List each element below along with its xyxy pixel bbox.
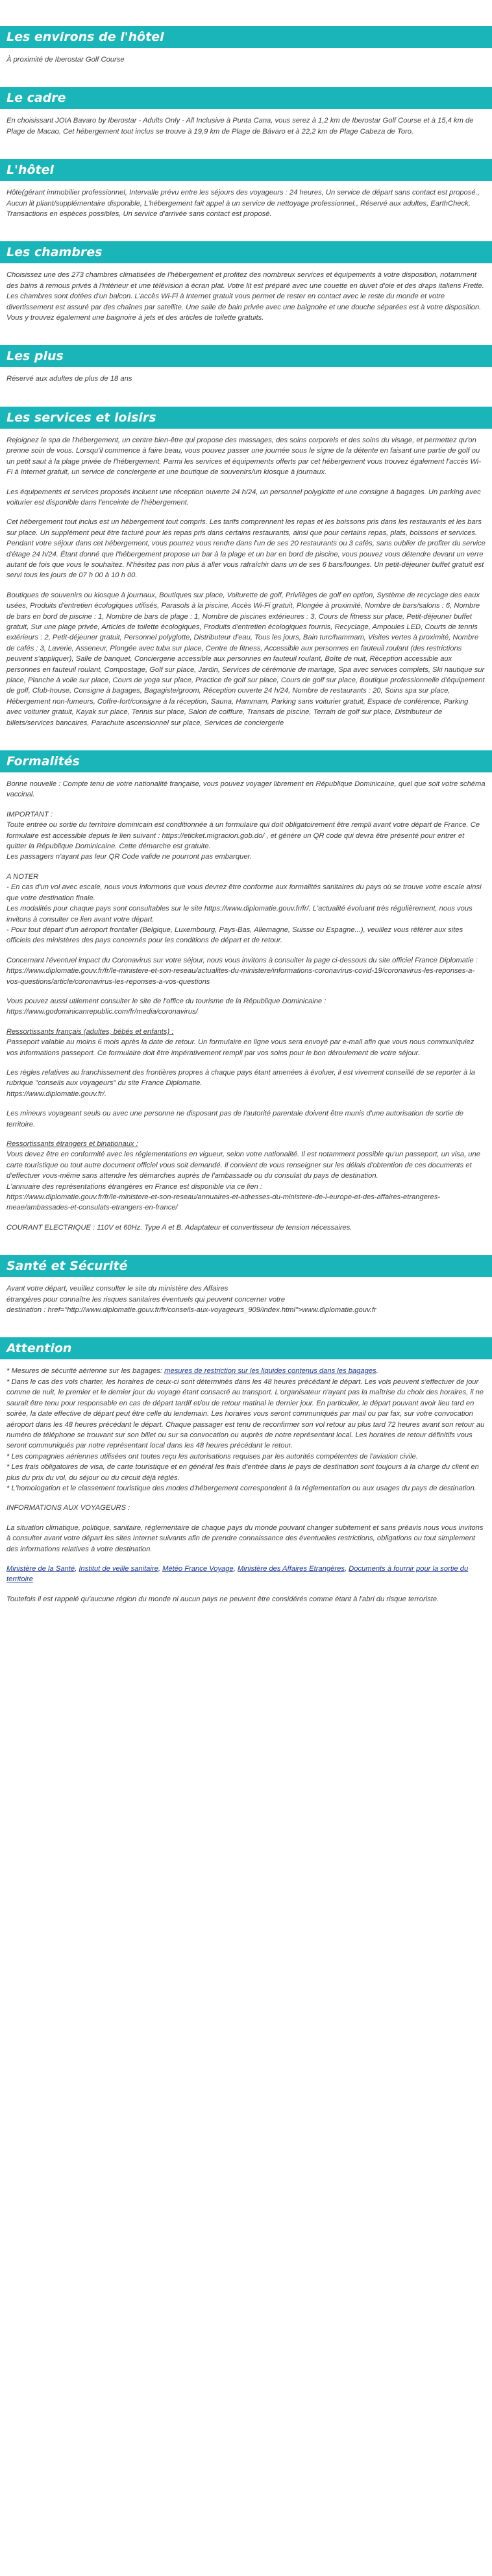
services-paragraph: Rejoignez le spa de l'hébergement, un centre bien-être qui propose des massages, des soins corporels et des soins du visage, et permettez qu'on prenne soin de vous. Lorsqu'il commence à faire beau, vous pouvez passer une journée sous le signe de la détente en faisant une partie de golf ou un petit saut à la plage privée de l'hébergement. Parmi les services et équipements offerts par cet hébergement vous trouvez également l'accès Wi-Fi à Internet gratuit, un service de conciergerie et une boutique de souvenirs/un kiosque à journaux. — [6, 436, 482, 477]
formalites-electric: COURANT ELECTRIQUE : 110V et 60Hz. Type A et B. Adaptateur et convertisseur de tension nécessaires. — [6, 1223, 352, 1232]
section-title-cadre: Le cadre — [0, 87, 492, 109]
chambres-text: Choisissez une des 273 chambres climatisées de l'hébergement et profitez des nombreux services et équipements à votre disposition, notamment des bains à remous privés à l'intérieur et une télévision à écran plat. Votre lit est préparé avec une couette en duvet d'oie et des draps italiens Frette. Les chambres sont dotées d'un balcon. L'accès Wi-Fi à Internet gratuit vous permet de rester en contact avec le reste du monde et votre divertissement est assuré par des chaînes par satellite. Une salle de bain privée avec une baignoire et une douche séparées est à votre disposition. Vous y trouvez également une baignoire à jets et des articles de toilette gratuits. — [6, 271, 484, 322]
liquids-restriction-link[interactable]: mesures de restriction sur les liquides contenus dans les bagages — [164, 1367, 376, 1376]
attention-notes: * Mesures de sécurité aérienne sur les bagages: mesures de restriction sur les liquides contenus dans les bagages. * Dans le cas des vols charter, les horaires de ceux-ci sont déterminés dans les 48 heures précédant le départ. Les vols peuvent s'effectuer de jour comme de nuit, le premier et le dernier jour du voyage étant consacré au transport. L'organisateur n'ayant pas la maîtrise du choix des horaires, il ne saurait être tenu pour responsable en cas de départ tardif et/ou de retour matinal le dernier jour. En particulier, le départ pouvant avoir lieu tard en soirée, la date effective de départ peut être celle du lendemain. Les horaires vous seront communiqués par mail ou par fax, sur votre convocation aéroport dans les 48 heures précédant le départ. Chaque passager est tenu de reconfirmer son vol retour au plus tard 72 heures avant son retour au numéro de téléphone se trouvant sur son billet ou sur sa convocation ou auprès de notre représentant local. Les horaires de retour définitifs vous seront communiqués par notre représentant local dans les 48 heures précédant le retour. * Les compagnies aériennes utilisées ont toutes reçu les autorisations requises par les autorités compétentes de l'aviation civile. * Les frais obligatoires de visa, de carte touristique et en général les frais d'entrée dans le pays de destination sont toujours à la charge du client en plus du prix du vol, du séjour ou du circuit déjà réglés. * L'homologation et le classement touristique des modes d'hébergement correspondent à la réglementation ou aux usages du pays de destination. — [6, 1367, 485, 1492]
attention-terrorism: Toutefois il est rappelé qu'aucune région du monde ni aucun pays ne peuvent être considérés comme étant à l'abri du risque terroriste. — [6, 1595, 439, 1603]
section-title-formalites: Formalités — [0, 750, 492, 772]
services-paragraph: Cet hébergement tout inclus est un hébergement tout compris. Les tarifs comprennent les repas et les boissons pris dans les restaurants et les bars sur place. Un supplément peut être facturé pour les repas pris dans certains restaurants, ainsi que pour certains repas, plats, boissons et services. Pendant votre séjour dans cet hébergement, vous pourrez vous rendre dans l'un de ses 20 restaurants ou 3 cafés, sans oublier de profiter du service d'étage 24 h/24. Étant donné que l'hébergement propose un bar à la plage et un bar en bord de piscine, vous pouvez vous détendre devant un verre autant de fois que vous le souhaitez. N'hésitez pas non plus à aller vous rafraîchir dans un de ses 6 bars/lounges. Un petit-déjeuner buffet gratuit est servi tous les jours de 07 h 00 à 10 h 00. — [6, 518, 486, 580]
section-formalites — [0, 750, 492, 1233]
sante-text: Avant votre départ, veuillez consulter le site du ministère des Affaires étrangères pour connaître les risques sanitaires éventuels qui peuvent concerner votre destination : href="http://www.diplomatie.gouv.fr/fr/conseils-aux-voyageurs_909/index.html">www.diplomatie.gouv.fr — [6, 1285, 376, 1315]
section-hotel — [0, 159, 492, 219]
section-title-plus: Les plus — [0, 345, 492, 367]
cadre-text: En choisissant JOIA Bavaro by Iberostar - Adults Only - All Inclusive à Punta Cana, vous serez à 1,2 km de Iberostar Golf Course et à 15,4 km de Plage de Macao. Cet hébergement tout inclus se trouve à 19,9 km de Plage de Bávaro et à 22,2 km de Plage Cabeza de Toro. — [6, 117, 474, 136]
plus-text: Réservé aux adultes de plus de 18 ans — [6, 375, 132, 383]
formalites-french-text: Passeport valable au moins 6 mois après la date de retour. Un formulaire en ligne vous sera envoyé par e-mail afin que vous nous communiquiez vos informations passeport. Ce formulaire doit être impérativement rempli par vos soins pour le bon déroulement de votre séjour. — [6, 1038, 474, 1057]
link-documents-sortie[interactable]: Documents à fournir pour la sortie du territoire — [6, 1564, 469, 1584]
formalites-foreign-heading: Ressortissants étrangers et binationaux : — [6, 1140, 138, 1148]
section-environs — [0, 26, 492, 65]
link-veille-sanitaire[interactable]: Institut de veille sanitaire — [79, 1564, 158, 1573]
section-title-services: Les services et loisirs — [0, 407, 492, 429]
link-ministere-sante[interactable]: Ministère de la Santé — [6, 1564, 75, 1573]
link-affaires-etrangeres[interactable]: Ministère des Affaires Etrangères — [237, 1564, 345, 1573]
section-title-attention: Attention — [0, 1337, 492, 1359]
services-paragraph: Les équipements et services proposés incluent une réception ouverte 24 h/24, un personnel polyglotte et une consigne à bagages. Un parking avec voiturier est disponible dans l'enceinte de l'hébergement. — [6, 488, 481, 507]
hotel-text: Hôte(gérant immobilier professionnel, Intervalle prévu entre les séjours des voyageurs : 24 heures, Un service de départ sans contact est proposé., Aucun lit pliant/supplémentaire disponible, L'hébergement fait appel à un service de nettoyage professionnel., Réservé aux adultes, EarthCheck, Transactions en espèces possibles, Un service d'arrivée sans contact est proposé. — [6, 189, 480, 219]
section-title-hotel: L'hôtel — [0, 159, 492, 181]
environs-text: À proximité de Iberostar Golf Course — [6, 56, 125, 64]
attention-info-heading: INFORMATIONS AUX VOYAGEURS : — [6, 1504, 130, 1512]
formalites-important: IMPORTANT : Toute entrée ou sortie du territoire dominicain est conditionnée à un formulaire qui doit obligatoirement être rempli avant votre départ de France. Ce formulaire est accessible depuis le lien suivant : https://eticket.migracion.gob.do/ , et génère un QR code qui devra être présenté pour entrer et quitter la République Dominicaine. Cette démarche est gratuite. Les passagers n'ayant pas leur QR Code valide ne pourront pas embarquer. — [6, 810, 480, 861]
formalites-minors: Les mineurs voyageant seuls ou avec une personne ne disposant pas de l'autorité parentale doivent être munis d'une autorisation de sortie de territoire. — [6, 1110, 463, 1128]
section-title-environs: Les environs de l'hôtel — [0, 26, 492, 48]
services-amenities-list: Boutiques de souvenirs ou kiosque à journaux, Boutiques sur place, Voiturette de golf, Privilèges de golf en option, Système de recyclage des eaux usées, Produits d'entretien écologiques utilisés, Parasols à la piscine, Accès Wi-Fi gratuit, Plongée à proximité, Nombre de bars/salons : 6, Nombre de bars en bord de piscine : 1, Nombre de bars de plage : 1, Nombre de piscines extérieures : 3, Cours de fitness sur place, Petit-déjeuner buffet gratuit, Sur une plage privée, Articles de toilette écologiques, Produits d'entretien écologiques fournis, Recyclage, Ampoules LED, Courts de tennis extérieurs : 2, Petit-déjeuner gratuit, Personnel polyglotte, Distributeur d'eau, Tous les jours, Bain turc/hammam, Visites vertes à proximité, Nombre de cafés : 3, Laverie, Asseneur, Plongée avec tuba sur place, Centre de fitness, Accessible aux personnes en fauteuil roulant (des restrictions peuvent s'appliquer), Salle de banquet, Conciergerie accessible aux personnes en fauteuil roulant, Boîte de nuit, Réception accessible aux personnes en fauteuil roulant, Compostage, Golf sur place, Jardin, Services de cérémonie de mariage, Spa avec services complets, Ski nautique sur place, Planche à voile sur place, Cours de yoga sur place, Practice de golf sur place, Cours de golf sur place, Boutique professionnelle d'équipement de golf, Club-house, Consigne à bagages, Bagagiste/groom, Réception ouverte 24 h/24, Nombre de restaurants : 20, Soins spa sur place, Hébergement non-fumeurs, Coffre-fort/consigne à la réception, Sauna, Hammam, Parking sans voiturier gratuit, Espace de conférence, Parking avec voiturier gratuit, Kayak sur place, Tennis sur place, Salon de coiffure, Transats de piscine, Terrain de golf sur place, Distributeur de billets/services bancaires, Parachute ascensionnel sur place, Services de conciergerie — [6, 591, 485, 727]
formalites-paragraph: Bonne nouvelle : Compte tenu de votre nationalité française, vous pouvez voyager librement en République Dominicaine, quel que soit votre schéma vaccinal. — [6, 780, 486, 799]
attention-info-text: La situation climatique, politique, sanitaire, réglementaire de chaque pays du monde pouvant changer subitement et sans préavis nous vous invitons à consulter avant votre départ les sites Internet suivants afin de prendre connaissance des éventuelles restrictions, obligations ou tout simplement des informations relatives à votre destination. — [6, 1523, 484, 1553]
section-plus — [0, 345, 492, 384]
section-cadre — [0, 87, 492, 137]
formalites-tourism-office: Vous pouvez aussi utilement consulter le site de l'office du tourisme de la République Dominicaine : https://www.godominicanrepublic.com/fr/media/coronavirus/ — [6, 997, 326, 1016]
formalites-borders: Les règles relatives au franchissement des frontières propres à chaque pays étant amenées à évoluer, il est vivement conseillé de se reporter à la rubrique "conseils aux voyageurs" du site France Diplomatie. https://www.diplomatie.gouv.fr/. — [6, 1068, 475, 1098]
formalites-foreign-text: Vous devez être en conformité avec les réglementations en vigueur, selon votre nationalité. Il est notamment possible qu'un passeport, un visa, une carte touristique ou tout autre document officiel vous soit demandé. Il convient de vous renseigner sur les délais d'obtention de ces documents et d'effectuer vous-même sans attendre les démarches auprès de l'ambassade ou du consulat du pays de destination. L'annuaire des représentations étrangères en France est disponible via ce lien : https://www.diplomatie.gouv.fr/fr/le-ministere-et-son-reseau/annuaires-et-adresses-du-ministere-de-l-europe-et-des-affaires-etrangeres-meae/ambassades-et-consulats-etrangers-en-france/ — [6, 1151, 480, 1212]
attention-links: Ministère de la Santé, Institut de veille sanitaire, Météo France Voyage, Ministère des Affaires Etrangères, Documents à fournir pour la sortie du territoire — [6, 1564, 469, 1584]
link-meteo-france[interactable]: Météo France Voyage — [162, 1564, 234, 1573]
section-title-chambres: Les chambres — [0, 241, 492, 263]
section-attention — [0, 1337, 492, 1604]
formalites-french-heading: Ressortissants français (adultes, bébés et enfants) : — [6, 1027, 174, 1036]
page — [0, 26, 492, 1624]
section-chambres — [0, 241, 492, 323]
section-title-sante: Santé et Sécurité — [0, 1255, 492, 1277]
section-sante — [0, 1255, 492, 1315]
section-services — [0, 407, 492, 728]
formalites-note: A NOTER - En cas d'un vol avec escale, nous vous informons que vous devrez être conforme aux formalités sanitaires du pays où se trouve votre escale ainsi que votre destination finale. Les modalités pour chaque pays sont consultables sur le site https://www.diplomatie.gouv.fr/fr/. L'actualité évoluant très régulièrement, nous vous invitons à consulter ce lien avant votre départ. - Pour tout départ d'un aéroport frontalier (Belgique, Luxembourg, Pays-Bas, Allemagne, Suisse ou Espagne...), veuillez vous référer aux sites officiels des ministères des pays concernés pour les conditions de départ et de retour. — [6, 872, 482, 945]
formalites-coronavirus: Concernant l'éventuel impact du Coronavirus sur votre séjour, nous vous invitons à consulter la page ci-dessous du site officiel France Diplomatie : https://www.diplomatie.gouv.fr/fr/le-ministere-et-son-reseau/actualites-du-ministere/informations-coronavirus-covid-19/coronavirus-les-reponses-a-vos-questions/article/coronavirus-les-reponses-a-vos-questions — [6, 956, 478, 986]
